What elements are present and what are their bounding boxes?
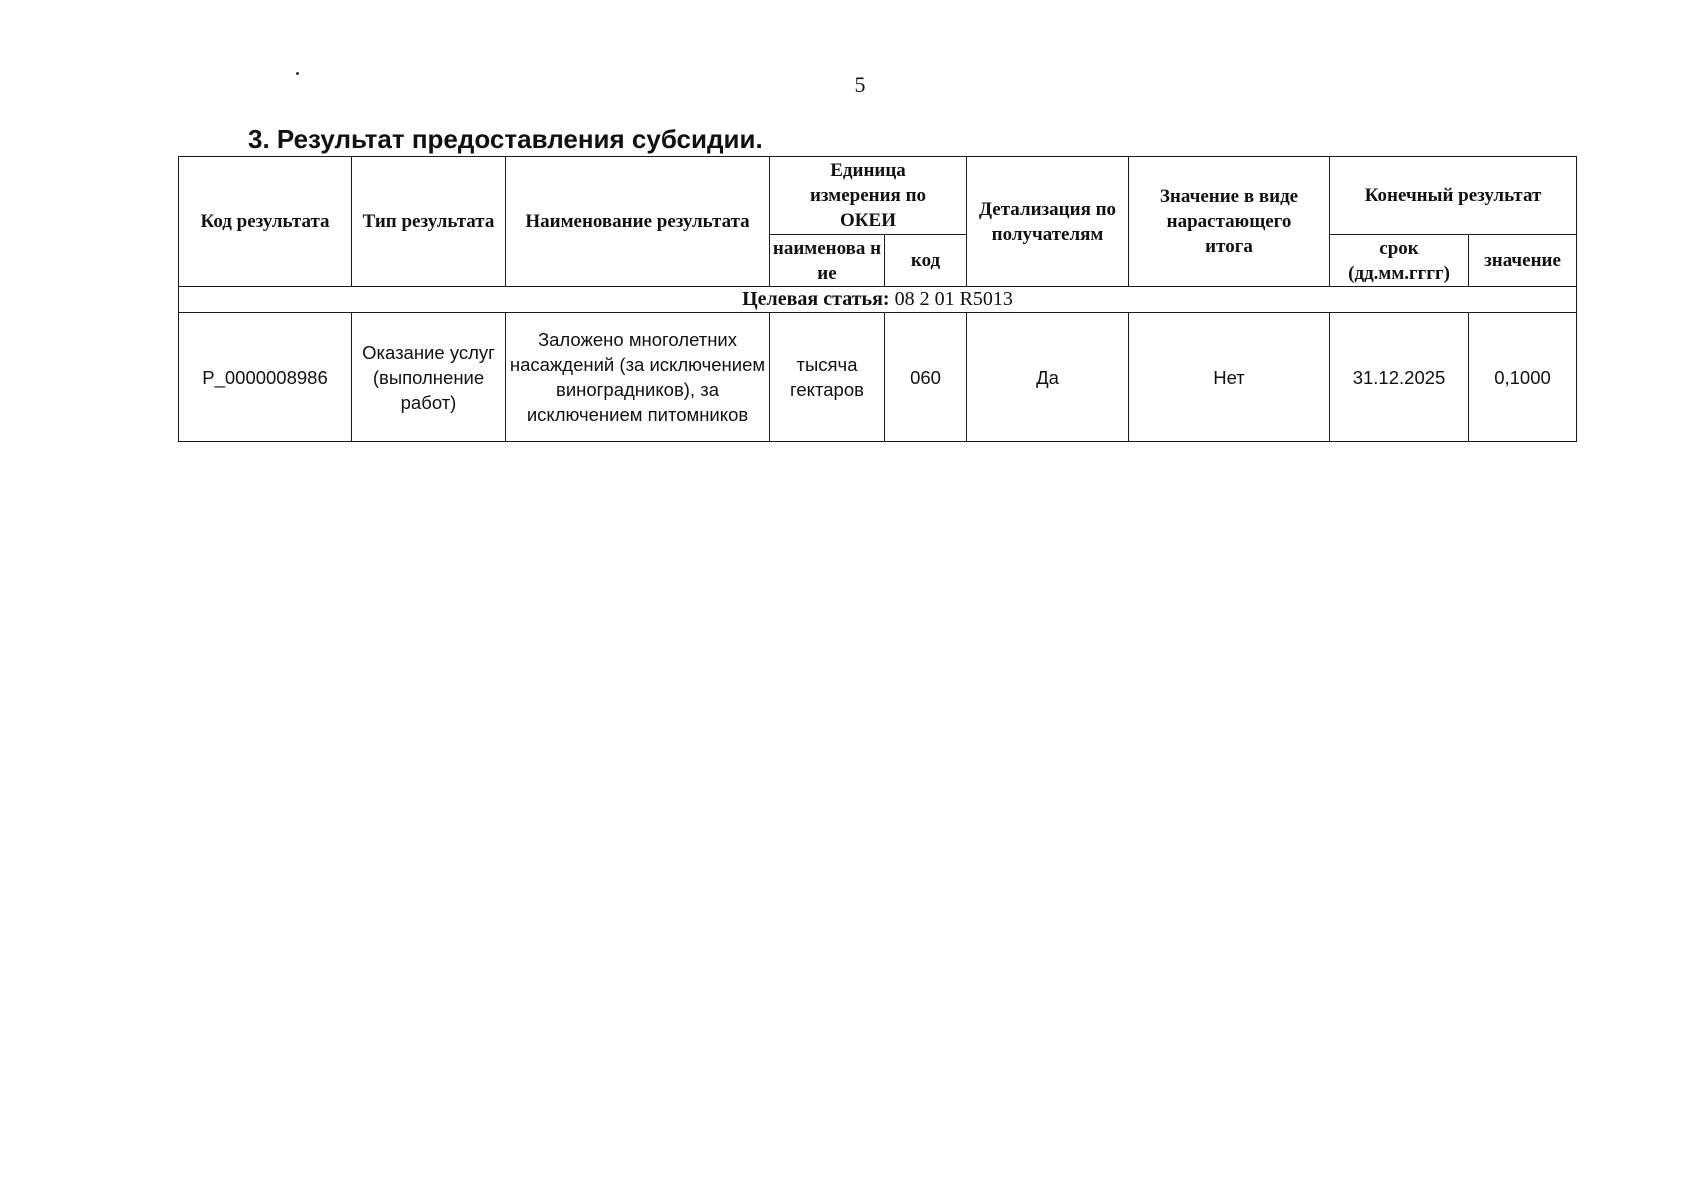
cell-result-type: Оказание услуг (выполнение работ)	[352, 313, 506, 442]
cell-result-code: Р_0000008986	[179, 313, 352, 442]
cell-unit-code: 060	[885, 313, 967, 442]
scan-artifact-dot	[296, 72, 299, 75]
cell-result-name: Заложено многолетних насаждений (за исключением виноградников), за исключением питомников	[506, 313, 770, 442]
header-unit-code: код	[885, 235, 967, 287]
header-final-date: срок (дд.мм.гггг)	[1330, 235, 1469, 287]
results-table	[178, 156, 1577, 442]
target-article-label: Целевая статья:	[742, 288, 890, 310]
header-detail: Детализация по получателям	[967, 157, 1129, 287]
header-result-type: Тип результата	[352, 157, 506, 287]
cell-final-value: 0,1000	[1469, 313, 1577, 442]
header-final-value: значение	[1469, 235, 1577, 287]
cell-detail: Да	[967, 313, 1129, 442]
table-row	[179, 313, 1577, 442]
header-result-code: Код результата	[179, 157, 352, 287]
header-result-name: Наименование результата	[506, 157, 770, 287]
header-unit-name: наименова ние	[770, 235, 885, 287]
section-title: 3. Результат предоставления субсидии.	[248, 124, 763, 154]
target-article-row	[179, 287, 1577, 313]
cell-cumulative: Нет	[1129, 313, 1330, 442]
header-final-group: Конечный результат	[1330, 157, 1577, 235]
header-unit-group: Единица измерения по ОКЕИ	[770, 157, 967, 235]
cell-unit-name: тысяча гектаров	[770, 313, 885, 442]
page-number: 5	[854, 72, 866, 97]
header-cumulative: Значение в виде нарастающего итога	[1129, 157, 1330, 287]
target-article-value: 08 2 01 R5013	[894, 288, 1013, 310]
cell-final-date: 31.12.2025	[1330, 313, 1469, 442]
